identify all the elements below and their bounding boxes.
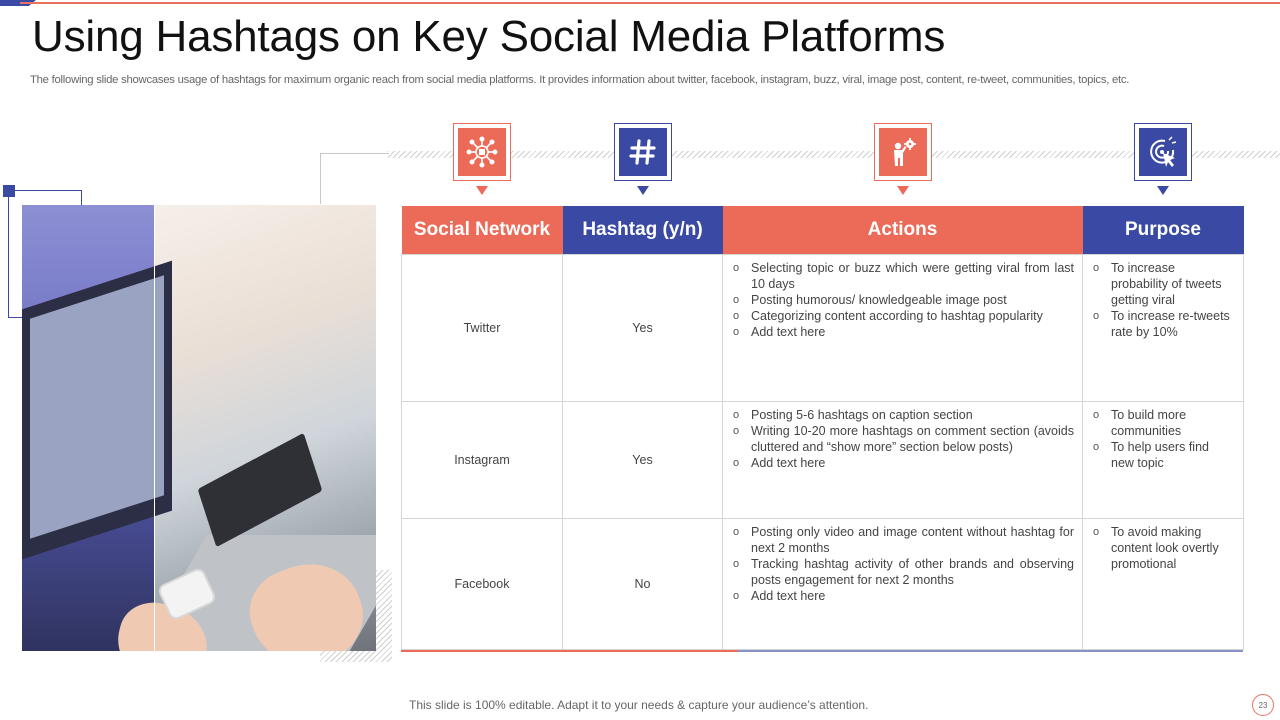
- network-icon: [458, 128, 506, 176]
- action-item: o Tracking hashtag activity of other brands and observing posts engagement for next 2 months: [733, 556, 1074, 588]
- blue-frame-square: [3, 185, 15, 197]
- laptop-screen: [22, 261, 172, 560]
- presenter-icon-pointer: [897, 186, 909, 195]
- purpose-item: o To avoid making content look overtly promotional: [1093, 524, 1235, 572]
- cell-hashtag: Yes: [563, 402, 723, 519]
- presenter-gear-icon: [879, 128, 927, 176]
- action-item: o Selecting topic or buzz which were getting viral from last 10 days: [733, 260, 1074, 292]
- laptop-photo: [22, 205, 376, 651]
- cell-network: Instagram: [402, 402, 563, 519]
- purpose-item: o To build more communities: [1093, 407, 1235, 439]
- table-row: [402, 519, 1244, 650]
- action-item: o Writing 10-20 more hashtags on comment section (avoids cluttered and “show more” section below posts): [733, 423, 1074, 455]
- target-icon-pointer: [1157, 186, 1169, 195]
- hashtag-icon: [619, 128, 667, 176]
- header-hashtag: Hashtag (y/n): [563, 206, 723, 255]
- connector-line: [320, 153, 389, 204]
- header-purpose: Purpose: [1083, 206, 1244, 255]
- table-header-row: [402, 206, 1244, 255]
- blue-frame-line-top: [8, 190, 82, 191]
- top-accent-line: [20, 2, 1280, 4]
- action-item: o Posting 5-6 hashtags on caption section: [733, 407, 1074, 423]
- page-number: 23: [1252, 694, 1274, 716]
- cell-network: Facebook: [402, 519, 563, 650]
- photo-divider: [154, 205, 155, 651]
- hashtag-icon-box: [614, 123, 672, 181]
- purpose-item: o To increase re-tweets rate by 10%: [1093, 308, 1235, 340]
- hashtag-usage-table: [401, 206, 1244, 650]
- cell-purpose: [1083, 255, 1244, 402]
- footer-note: This slide is 100% editable. Adapt it to your needs & capture your audience’s attention.: [409, 698, 869, 712]
- presenter-icon-box: [874, 123, 932, 181]
- table-row: [402, 402, 1244, 519]
- cell-actions: [723, 519, 1083, 650]
- action-item: o Posting only video and image content without hashtag for next 2 months: [733, 524, 1074, 556]
- network-icon-box: [453, 123, 511, 181]
- table-bottom-accent: [401, 650, 1243, 652]
- cell-actions: [723, 255, 1083, 402]
- cell-purpose: [1083, 402, 1244, 519]
- purpose-item: o To increase probability of tweets getting viral: [1093, 260, 1235, 308]
- cell-hashtag: No: [563, 519, 723, 650]
- table-row: [402, 255, 1244, 402]
- hashtag-icon-pointer: [637, 186, 649, 195]
- target-icon-box: [1134, 123, 1192, 181]
- network-icon-pointer: [476, 186, 488, 195]
- action-item: o Categorizing content according to hashtag popularity: [733, 308, 1074, 324]
- page-title: Using Hashtags on Key Social Media Platforms: [32, 12, 946, 61]
- blue-frame-line-left: [8, 190, 9, 318]
- header-social-network: Social Network: [402, 206, 563, 255]
- page-subtitle: The following slide showcases usage of hashtags for maximum organic reach from social media platforms. It provides information about twitter, facebook, instagram, buzz, viral, image post, content, re-tweet, communities, topics, etc.: [30, 74, 1130, 86]
- cell-purpose: [1083, 519, 1244, 650]
- purpose-item: o To help users find new topic: [1093, 439, 1235, 471]
- action-item: o Add text here: [733, 455, 1074, 471]
- cell-actions: [723, 402, 1083, 519]
- blue-frame-line-right: [81, 190, 82, 206]
- action-item: o Add text here: [733, 324, 1074, 340]
- target-click-icon: [1139, 128, 1187, 176]
- action-item: o Add text here: [733, 588, 1074, 604]
- action-item: o Posting humorous/ knowledgeable image post: [733, 292, 1074, 308]
- cell-network: Twitter: [402, 255, 563, 402]
- cell-hashtag: Yes: [563, 255, 723, 402]
- header-actions: Actions: [723, 206, 1083, 255]
- blue-frame-line-bottom: [8, 317, 22, 318]
